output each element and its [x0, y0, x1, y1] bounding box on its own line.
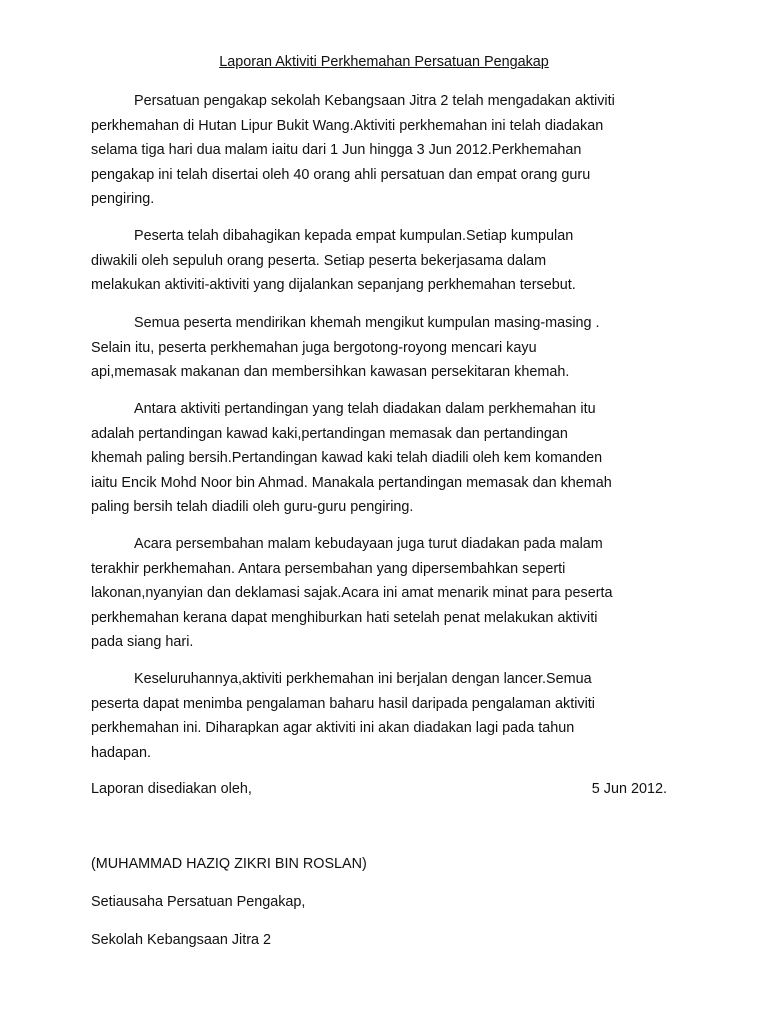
paragraph-line: Keseluruhannya,aktiviti perkhemahan ini berjalan dengan lancer.Semua [134, 671, 592, 687]
paragraph-line: lakonan,nyanyian dan deklamasi sajak.Acara ini amat menarik minat para peserta [91, 585, 613, 601]
paragraph-line: terakhir perkhemahan. Antara persembahan yang dipersembahkan seperti [91, 560, 566, 577]
paragraph-line: pengakap ini telah disertai oleh 40 orang ahli persatuan dan empat orang guru [91, 166, 591, 183]
paragraph-line: perkhemahan kerana dapat menghiburkan hati setelah penat melakukan aktiviti [91, 609, 598, 626]
prepared-by-label: Laporan disediakan oleh, [91, 781, 252, 797]
report-title: Laporan Aktiviti Perkhemahan Persatuan Pengakap [219, 54, 549, 70]
paragraph-line: khemah paling bersih.Pertandingan kawad kaki telah diadili oleh kem komanden [91, 450, 603, 466]
paragraph-line: paling bersih telah diadili oleh guru-guru pengiring. [91, 499, 414, 515]
paragraph-line: Selain itu, peserta perkhemahan juga bergotong-royong mencari kayu [91, 339, 537, 356]
paragraph-line: perkhemahan di Hutan Lipur Bukit Wang.Aktiviti perkhemahan ini telah diadakan [91, 117, 604, 134]
paragraph-line: hadapan. [91, 744, 152, 761]
report-date: 5 Jun 2012. [591, 781, 667, 797]
paragraph-line: diwakili oleh sepuluh orang peserta. Setiap peserta bekerjasama dalam [91, 252, 547, 269]
paragraph-line: Antara aktiviti pertandingan yang telah diadakan dalam perkhemahan itu [134, 401, 596, 417]
paragraph-line: Acara persembahan malam kebudayaan juga turut diadakan pada malam [134, 536, 603, 552]
paragraph-line: pada siang hari. [91, 634, 194, 650]
paragraph-line: perkhemahan ini. Diharapkan agar aktiviti ini akan diadakan lagi pada tahun [91, 720, 575, 736]
paragraph-line: pengiring. [91, 191, 155, 207]
paragraph-camp-setup [91, 311, 680, 385]
paragraph-conclusion [91, 667, 680, 765]
signatory-position: Setiausaha Persatuan Pengakap, [91, 894, 306, 910]
paragraph-cultural-night [91, 532, 680, 655]
paragraph-line: Persatuan pengakap sekolah Kebangsaan Jitra 2 telah mengadakan aktiviti [134, 93, 615, 109]
paragraph-line: iaitu Encik Mohd Noor bin Ahmad. Manakala pertandingan memasak dan khemah [91, 474, 612, 491]
school-name: Sekolah Kebangsaan Jitra 2 [91, 932, 272, 948]
signature-row [91, 781, 667, 803]
paragraph-line: melakukan aktiviti-aktiviti yang dijalankan sepanjang perkhemahan tersebut. [91, 277, 576, 293]
paragraph-competitions [91, 397, 680, 520]
paragraph-line: Semua peserta mendirikan khemah mengikut kumpulan masing-masing . [134, 315, 600, 331]
paragraph-intro [91, 89, 680, 212]
paragraph-line: Peserta telah dibahagikan kepada empat kumpulan.Setiap kumpulan [134, 228, 574, 244]
paragraph-line: peserta dapat menimba pengalaman baharu hasil daripada pengalaman aktiviti [91, 695, 596, 712]
paragraph-groups [91, 224, 680, 298]
paragraph-line: adalah pertandingan kawad kaki,pertandingan memasak dan pertandingan [91, 425, 568, 442]
signatory-name: (MUHAMMAD HAZIQ ZIKRI BIN ROSLAN) [91, 856, 367, 872]
paragraph-line: selama tiga hari dua malam iaitu dari 1 Jun hingga 3 Jun 2012.Perkhemahan [91, 142, 582, 158]
paragraph-line: api,memasak makanan dan membersihkan kawasan persekitaran khemah. [91, 364, 570, 380]
